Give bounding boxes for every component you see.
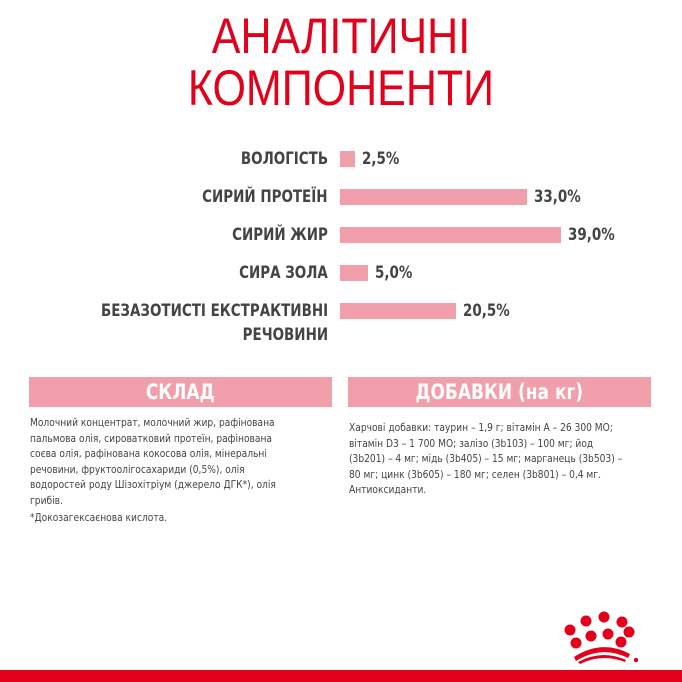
chart-row: [0, 148, 682, 172]
additives-header: [348, 377, 651, 407]
additives-line: 80 мг; цинк (3b605) – 180 мг; селен (3b801) – 0,4 мг.: [349, 467, 601, 481]
bar: [340, 189, 527, 205]
additives-line: (3b201) – 4 мг; мідь (3b405) – 15 мг; марганець (3b503) –: [349, 452, 623, 465]
row-label: [101, 300, 328, 346]
row-label: СИРИЙ ПРОТЕЇН: [202, 187, 328, 207]
footer-bar: [0, 670, 682, 682]
additives-heading: ДОБАВКИ (на кг): [415, 380, 584, 404]
composition-line: соєва олія, рафінована кокосова олія, мінеральні: [30, 447, 267, 460]
page-title: [48, 10, 635, 114]
composition-line: грибів.: [30, 493, 63, 507]
bar: [340, 227, 561, 243]
composition-footnote: *Докозагексаєнова кислота.: [30, 511, 168, 524]
additives-line: Харчові добавки: таурин – 1,9 г; вітамін А – 26 300 МО;: [349, 421, 613, 434]
row-value: 20,5%: [463, 301, 510, 321]
row-value: 5,0%: [375, 263, 413, 283]
title-line-1: АНАЛІТИЧНІ: [211, 8, 471, 64]
composition-text: [30, 415, 324, 526]
row-label: СИРА ЗОЛА: [239, 263, 328, 283]
row-label-line-2: РЕЧОВИНИ: [242, 325, 328, 345]
additives-line: Антиоксиданти.: [349, 483, 427, 496]
composition-line: Молочний концентрат, молочний жир, рафінована: [30, 416, 275, 429]
title-line-2: КОМПОНЕНТИ: [187, 60, 495, 116]
chart-row: [0, 300, 682, 350]
row-label-line-1: БЕЗАЗОТИСТІ ЕКСТРАКТИВНІ: [100, 301, 328, 321]
row-label: ВОЛОГІСТЬ: [240, 149, 328, 169]
chart-row: [0, 186, 682, 210]
composition-line: водоростей роду Шізохітріум (джерело ДГК*), олія: [30, 478, 276, 491]
row-value: 39,0%: [568, 225, 615, 245]
bar: [340, 303, 456, 319]
composition-line: пальмова олія, сироватковий протеїн, рафінована: [30, 431, 273, 445]
chart-row: [0, 224, 682, 248]
bar: [340, 151, 355, 167]
bar: [340, 265, 368, 281]
additives-text: [349, 420, 662, 498]
composition-header: [29, 377, 332, 407]
chart-row: [0, 262, 682, 286]
row-value: 33,0%: [534, 187, 581, 207]
composition-heading: СКЛАД: [146, 380, 215, 404]
row-label: СИРИЙ ЖИР: [232, 225, 328, 245]
additives-line: вітамін D3 – 1 700 МО; залізо (3b103) – 100 мг; йод: [349, 436, 594, 450]
composition-line: речовини, фруктоолігосахариди (0,5%), олія: [30, 462, 245, 476]
royal-canin-crown-icon: [562, 602, 642, 668]
row-value: 2,5%: [362, 149, 400, 169]
